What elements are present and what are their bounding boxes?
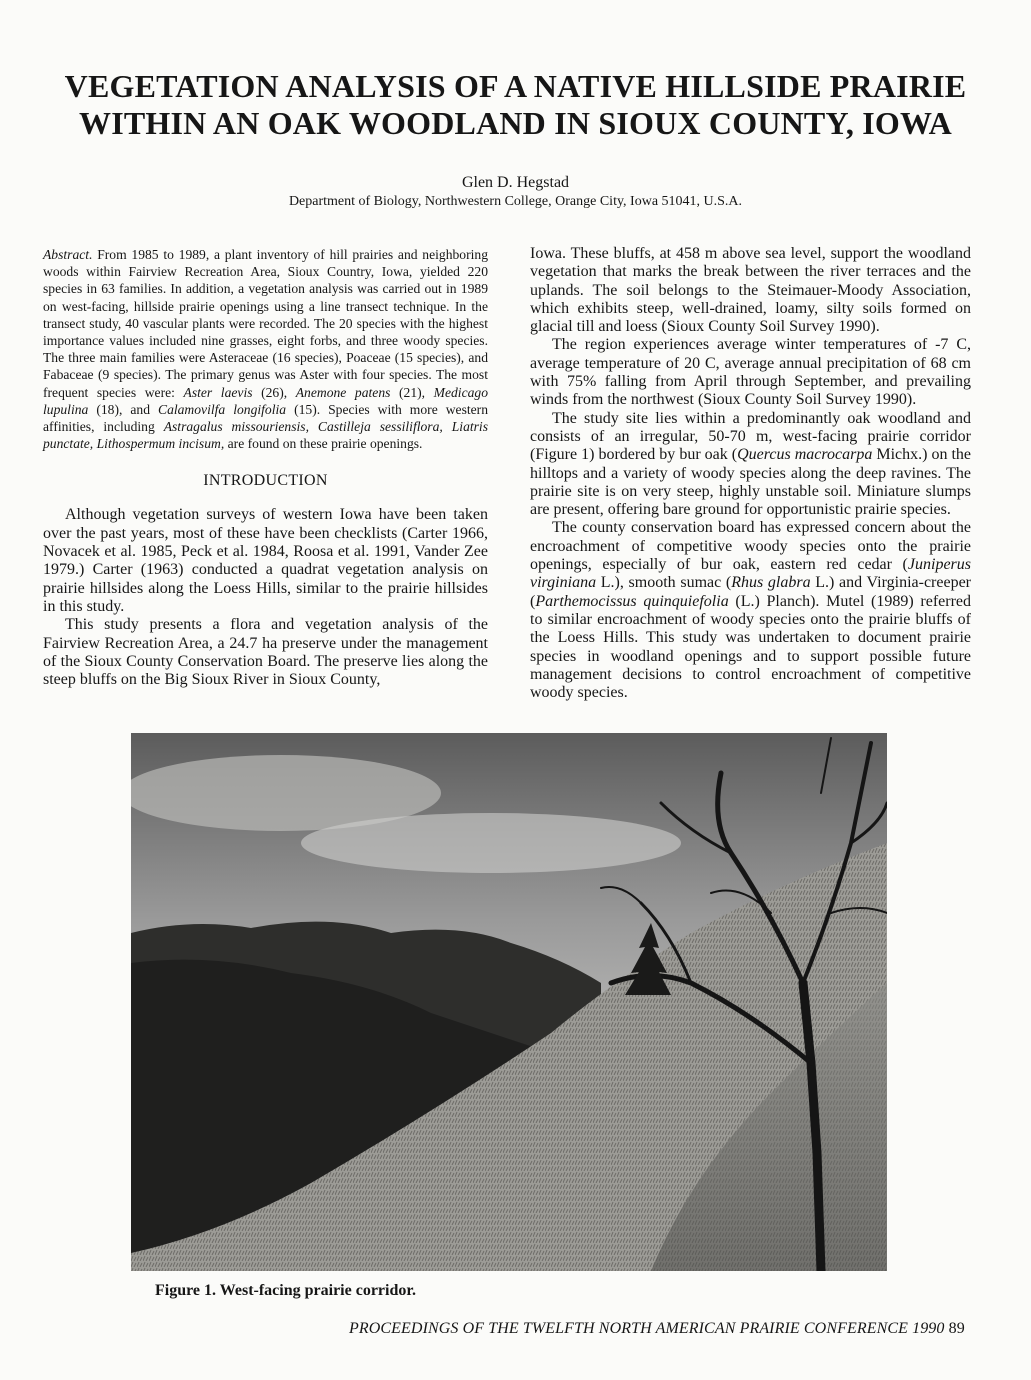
abstract	[43, 246, 488, 452]
right-paragraph-2: The region experiences average winter temperatures of -7 C, average temperature of 20 C, average annual precipitation of 68 cm with 75% falling from April through September, and prevailing winds from the northwest (Sioux County Soil Survey 1990).	[530, 336, 971, 409]
paragraph-text: L.), smooth sumac (	[596, 574, 732, 592]
paragraph-text: The county conservation board has expressed concern about the encroachment of competitive woody species onto the prairie openings, especially of bur oak, eastern red cedar (	[530, 519, 971, 574]
species-name: Rhus glabra	[731, 574, 811, 592]
right-paragraph-4	[530, 519, 971, 702]
species-name: Parthemocissus quinquiefolia	[535, 592, 729, 610]
page-footer	[349, 1320, 965, 1338]
title-line-1: VEGETATION ANALYSIS OF A NATIVE HILLSIDE PRAIRIE	[64, 68, 967, 104]
species-name: Anemone patens	[295, 384, 391, 400]
figure-caption: Figure 1. West-facing prairie corridor.	[155, 1282, 416, 1299]
abstract-text: (15). Species with more western affinities, including	[43, 401, 488, 435]
paper-title	[40, 68, 991, 142]
page-number: 89	[948, 1320, 965, 1337]
paragraph-text: L.) and Virginia-creeper (	[530, 574, 972, 610]
right-column	[530, 245, 971, 702]
right-paragraph-3	[530, 410, 971, 520]
species-name: Calamovilfa longifolia	[158, 401, 287, 417]
abstract-text: (26),	[252, 384, 296, 400]
abstract-text: (21),	[390, 384, 434, 400]
cloud	[301, 813, 681, 873]
left-column	[43, 246, 488, 689]
section-heading-introduction: INTRODUCTION	[203, 472, 328, 490]
proceedings-title: PROCEEDINGS OF THE TWELFTH NORTH AMERICAN PRAIRIE CONFERENCE 1990	[349, 1320, 945, 1337]
title-line-2: WITHIN AN OAK WOODLAND IN SIOUX COUNTY, IOWA	[79, 105, 952, 141]
intro-paragraph-2: This study presents a flora and vegetation analysis of the Fairview Recreation Area, a 24.7 ha preserve under the management of the Sioux County Conservation Board. The preserve lies along the steep bluffs on the Big Sioux River in Sioux County,	[43, 616, 488, 689]
right-paragraph-1: Iowa. These bluffs, at 458 m above sea level, support the woodland vegetation that marks the break between the river terraces and the uplands. The soil belongs to the Steimauer-Moody Association, which exhibits steep, well-drained, loamy, silty soils formed on glacial till and loess (Sioux County Soil Survey 1990).	[530, 245, 971, 336]
prairie-corridor-photo	[131, 733, 887, 1271]
species-name: Astragalus missouriensis, Castilleja sessiliflora, Liatris punctate, Lithospermum incisum,	[43, 419, 488, 452]
figure-1-photo	[131, 733, 887, 1271]
author-name: Glen D. Hegstad	[461, 174, 570, 191]
species-name: Aster laevis	[183, 384, 253, 400]
paragraph-text: (L.) Planch). Mutel (1989) referred to similar encroachment of woody species onto the prairie bluffs of the Loess Hills. This study was undertaken to document prairie species in woodland openings and to support possible future management decisions to control encroachment of competitive woody species.	[530, 592, 971, 702]
paragraph-text: Michx.) on the hilltops and a variety of woody species along the deep ravines. The prairie site is on very steep, highly unstable soil. Miniature slumps are present, offering bare ground for opportunistic prairie species.	[530, 446, 972, 519]
species-name: Juniperus virginiana	[530, 556, 971, 592]
paragraph-text: The study site lies within a predominantly oak woodland and consists of an irregular, 50-70 m, west-facing prairie corridor (Figure 1) bordered by bur oak (	[530, 409, 971, 464]
species-name: Quercus macrocarpa	[737, 446, 873, 464]
abstract-label: Abstract.	[43, 247, 93, 262]
intro-paragraph-1: Although vegetation surveys of western Iowa have been taken over the past years, most of these have been checklists (Carter 1966, Novacek et al. 1985, Peck et al. 1984, Roosa et al. 1991, Vander Zee 1979.) Carter (1963) conducted a quadrat vegetation analysis on prairie hillsides along the Loess Hills, similar to the prairie hillsides in this study.	[43, 506, 488, 615]
species-name: Medicago lupulina	[43, 384, 489, 417]
abstract-text: (18), and	[88, 401, 158, 417]
author-affiliation: Department of Biology, Northwestern College, Orange City, Iowa 51041, U.S.A.	[288, 194, 743, 209]
abstract-text: From 1985 to 1989, a plant inventory of hill prairies and neighboring woods within Fairview Recreation Area, Sioux Country, Iowa, yielded 220 species in 63 families. In addition, a vegetation analysis was carried out in 1989 on west-facing, hillside prairie openings using a line transect technique. In the transect study, 40 vascular plants were recorded. The 20 species with the highest importance values included nine grasses, eight forbs, and three woody species. The three main families were Asteraceae (16 species), Poaceae (15 species), and Fabaceae (9 species). The primary genus was Aster with four species. The most frequent species were:	[43, 247, 488, 400]
abstract-text: are found on these prairie openings.	[224, 436, 423, 452]
